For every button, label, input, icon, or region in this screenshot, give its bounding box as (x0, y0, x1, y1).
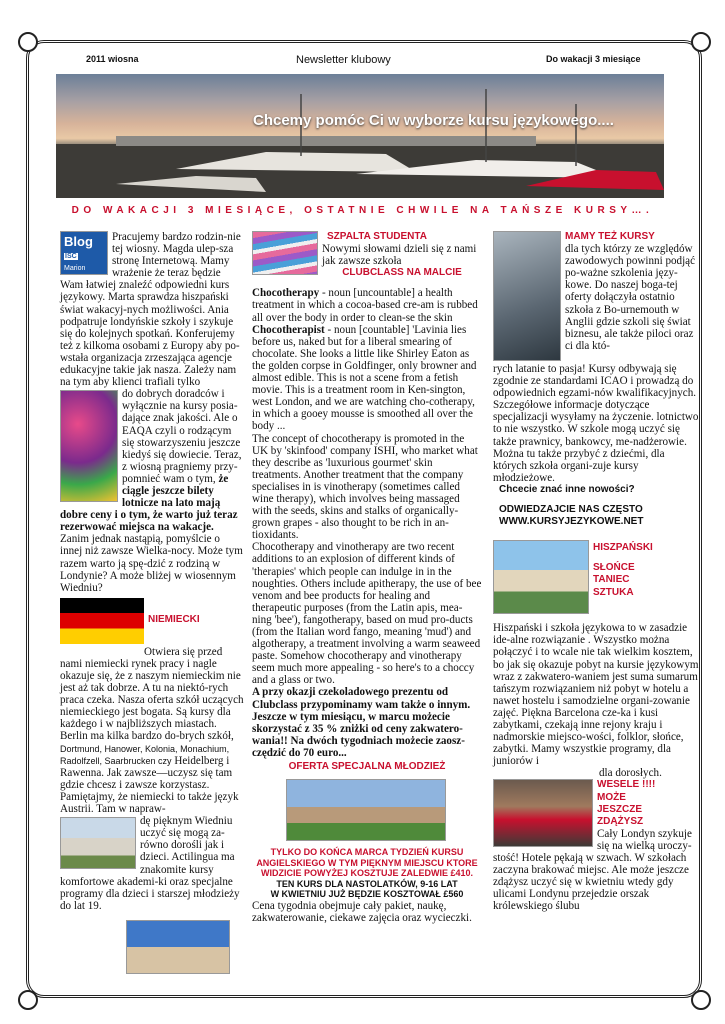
frame-corner (691, 990, 711, 1010)
banner-image (56, 74, 664, 198)
german-text-3: dę pięknym Wiedniu uczyć się mogą za-równo dorośli jak i dzieci. Actilingua ma znakomite kursy komfortowe akademi-ki oraz specjalne programy dla dzieci i starszej młodzieży do lat 19. (60, 815, 240, 912)
german-text: Otwiera się przed nami niemiecki rynek pracy i nagle okazuje się, że z naszym niemieckim nie jest aż tak dobrze. A tu na niektó-rych praca czeka. Nasza oferta szkół uczących niemieckiego jest bogata. Są kursy dla każdego i w najbliższych miastach. Berlin ma kilka bardzo do-brych szkół, Dortmund, Hanower, Kolonia, Monachium, Radolfzell, Saarbrucken czy Heidelberg i Rawenna. Jak zawsze—uczysz się tam gdzie chcesz i zawsze korzystasz. Pamiętajmy, że niemiecki to także język Austrii. Tam w napraw- (60, 645, 244, 816)
clubclass-promo: A przy okazji czekoladowego prezentu od Clubclass przypominamy wam także o innym. Jeszcze w tym miesiącu, w marcu możecie skorzystać z 35 % zniżki od ceny zakwatero-wania!! Na dwóch tygodniach możecie zaosz-czędzić do 70 euro... (252, 686, 471, 759)
students-group-image (126, 920, 230, 974)
chocotherapy-paragraph-3: Chocotherapy and vinotherapy are two recent additions to an explosion of different kinds of 'therapies' which people can indulge in in the noughties. Others include apitherapy, the use of bee venom and bee products for healing and therapeutic purposes (from the Latin apis, mea-ning 'bee'), fangotherapy, based on mud pro-ducts (from the Italian word fango, meaning 'mud') and algotherapy, a treatment involving a warm seaweed paste. Somehow chocotherapy and vinotherapy seem much more appealing - so here's to a choccy and a glass or two. (252, 541, 482, 687)
intro-text-3: Zanim jednak nastąpią, pomyślcie o innej niż zawsze Wielka-nocy. Może tym razem warto ją spę-dzić z rodziną w Londynie? A może bliżej w wiosennym Wiedniu? (60, 533, 243, 594)
newsletter-title: Newsletter klubowy (296, 54, 391, 66)
student-column-heading: SZPALTA STUDENTA (327, 231, 427, 242)
blog-logo (60, 231, 108, 275)
wedding-still: JESZCZE (597, 803, 643, 815)
harbor-illustration (56, 74, 664, 198)
intro-highlight: że ciągle jeszcze bilety lotnicze na lato mają dobre ceny i o tym, że warto już teraz rezerwować miejsca na wakacje. (60, 472, 238, 534)
column-middle (252, 231, 482, 924)
news-question: Chcecie znać inne nowości? (499, 483, 635, 495)
german-text-2: Heidelberg i Rawenna. Jak zawsze—uczysz się tam gdzie chcesz i zawsze korzystasz. Pamiętajmy, że niemiecki to także język Austrii. Tam w napraw- (60, 754, 239, 816)
professional-courses-heading: MAMY TEŻ KURSY (565, 231, 655, 242)
blog-sub2: Marion (64, 265, 86, 273)
frame-corner (691, 32, 711, 52)
blog-label: Blog (64, 234, 93, 249)
spanish-sun: SŁOŃCE (593, 562, 635, 574)
wedding-in-time: ZDĄŻYSZ (597, 815, 644, 827)
spanish-dance: TANIEC (593, 574, 630, 586)
manor-house-image (286, 779, 446, 841)
column-right (493, 231, 700, 912)
vienna-palace-image (60, 817, 136, 869)
chocotherapy-definition: Chocotherapy - noun [uncountable] a health treatment in which a cocoa-based cre-am is rubbed all over the body in order to clean-se the skin (252, 287, 478, 324)
chocotherapist-definition: Chocotherapist - noun [countable] 'Lavinia lies before us, naked but for a liberal smearing of chocolate. She looks a little like Shirley Eaton as the golden corpse in Goldfinger, only browner and almost edible. This is not a scene from a fetish movie. This is a treatment room in Ken-sington, west London, and we are watching cho-cotherapy, in which a gooey mousse is smoothed all over the body ... (252, 323, 477, 433)
german-heading: NIEMIECKI (148, 613, 200, 625)
spanish-heading: HISZPAŃSKI (593, 542, 653, 554)
frame-corner (18, 32, 38, 52)
professional-courses-text: dla tych którzy ze względów zawodowych powinni podjąć po-ważne szkolenia języ-kowe. Do naszej boga-tej oferty dołączyła ostatnio szkoła z Bo-urnemouth w Anglii gdzie szkoli się świat biznesu, ale także piloci oraz ci dla któ- (565, 243, 696, 352)
countdown-label: Do wakacji 3 miesiące (546, 54, 641, 64)
school-name: CLUBCLASS NA MALCIE (342, 267, 462, 279)
visit-us: ODWIEDZAJCIE NAS CZĘSTO (499, 504, 643, 516)
easter-eggs-image (60, 390, 118, 502)
youth-offer-heading: OFERTA SPECJALNA MŁODZIEŻ (288, 761, 446, 773)
spanish-text-2: dla dorosłych. (599, 767, 662, 780)
offer-text: Cena tygodnia obejmuje cały pakiet, naukę, zakwaterowanie, ciekawe zajęcia oraz wycieczki. (252, 899, 472, 924)
offer-red-text: TYLKO DO KOŃCA MARCA TYDZIEŃ KURSU ANGIELSKIEGO W TYM PIĘKNYM MIEJSCU KTORE WIDZICIE POWYŻEJ KOSZTUJE ZALEDWIE £410. (256, 847, 478, 879)
offer-teens: TEN KURS DLA NASTOLATKÓW, 9-16 LAT (276, 878, 458, 889)
chocotherapy-paragraph-2: The concept of chocotherapy is promoted in the UK by 'skinfood' company ISHI, who market what they describe as 'luxurious gourmet' skin treatments. Another treatment that the company specialises in is vinotherapy (sometimes called wine therapy), which involves being massaged with the seeds, skins and stalks of organically-grown grapes - also thought to be rich in an-tioxidants. (252, 432, 478, 542)
towels-image (252, 231, 318, 275)
pilot-cockpit-image (493, 231, 561, 361)
wedding-heading: WESELE !!!! (597, 779, 656, 791)
column-left (60, 231, 244, 974)
wedding-text-2: stość! Hotele pękają w szwach. W szkołach zaczyna brakować miejsc. Ale może jeszcze zdążysz uczyć się w kwietniu wtedy gdy ulicami Londynu przejedzie orszak królewskiego ślubu (493, 852, 689, 913)
frame-corner (18, 990, 38, 1010)
offer-details (252, 847, 482, 900)
wedding-text: Cały Londyn szykuje się na wielką uroczy- (597, 827, 692, 852)
german-flag (60, 598, 144, 644)
student-column-sub: Nowymi słowami dzieli się z nami jak zawsze szkoła (322, 243, 477, 268)
tagline: DO WAKACJI 3 MIESIĄCE, OSTATNIE CHWILE NA TAŃSZE KURSY…. (71, 205, 654, 216)
banner-caption: Chcemy pomóc Ci w wyborze kursu językowego.... (253, 112, 614, 129)
professional-courses-text-2: rych latanie to pasja! Kursy odbywają się zgodnie ze standardami ICAO i prowadzą do odpowiednich egzami-nów kwalifikacyjnych. Szczegółowe informacje dotyczące specjalizacji wysyłamy na życzenie. lotnictwo to nie wszystko. W szkole mogą uczyć się także prawnicy, bankowcy, me-nadżerowie. Można tu także przybyć z dziećmi, dla których szkoła organi-zuje kursy młodzieżowe. (493, 363, 699, 484)
german-cities: Dortmund, Hanower, Kolonia, Monachium, Radolfzell, Saarbrucken czy (60, 743, 230, 766)
spain-coast-image (493, 540, 589, 614)
blog-sub: ISC (65, 253, 77, 261)
issue-date: 2011 wiosna (86, 54, 139, 64)
intro-text: Pracujemy bardzo rodzin-nie tej wiosny. Magda ulep-sza stronę Internetową. Mamy wrażenie że teraz będzie Wam łatwiej znaleźć odpowiedni kurs językowy. Marta sprawdza hiszpański świat wakacyj-nych możliwości. Ania podpatruje londyńskie szkoły i szykuje się do kolejnych spotkań. Konferujemy też z kilkoma osobami z Europy aby po-wstała organizacja zrzeszająca agencje edukacyjne takie jak nasza. Zależy nam na tym aby klienci trafiali tylko (60, 231, 241, 389)
website-link[interactable]: WWW.KURSYJEZYKOWE.NET (499, 516, 644, 528)
spanish-art: SZTUKA (593, 586, 634, 598)
royal-wedding-image (493, 779, 593, 847)
spanish-text: Hiszpański i szkoła językowa to w zasadzie ide-alne rozwiązanie . Wszystko można połączyć i to wcale nie tak wielkim kosztem, bo jak się okazuje pobyt na kursie językowym wraz z zakwatero-waniem jest suma sumarum tańszym rozwiązaniem niż pobyt w hotelu a nawet hostelu i samodzielne organi-zowanie zajęć. Piękna Barcelona cze-ka i kusi zabytkami, czekają inne rejony kraju i nadmorskie miejsco-wości, folklor, słońce, zabytki. Mamy wszystkie programy, dla juniorów i (493, 622, 699, 768)
intro-text-2: do dobrych doradców i wyłącznie na kursy posia-dające znak jakości. Ale o EAQA czyli o rodzącym się stowarzyszeniu jeszcze kiedyś się dowiecie. Teraz, z wiosną pragniemy przy-pomnieć wam o tym, że ciągle jeszcze bilety lotnicze na lato mają dobre ceny i o tym, że warto już teraz rezerwować miejsca na wakacje. Zanim jednak nastąpią, pomyślcie o innej niż zawsze Wielka-nocy. Może tym razem warto ją spę-dzić z rodziną w Londynie? A może bliżej w wiosennym Wiedniu? (60, 388, 243, 594)
offer-april-price: W KWIETNIU JUŻ BĘDZIE KOSZTOWAŁ £560 (270, 889, 464, 900)
wedding-may-be: MOŻE (597, 791, 626, 803)
